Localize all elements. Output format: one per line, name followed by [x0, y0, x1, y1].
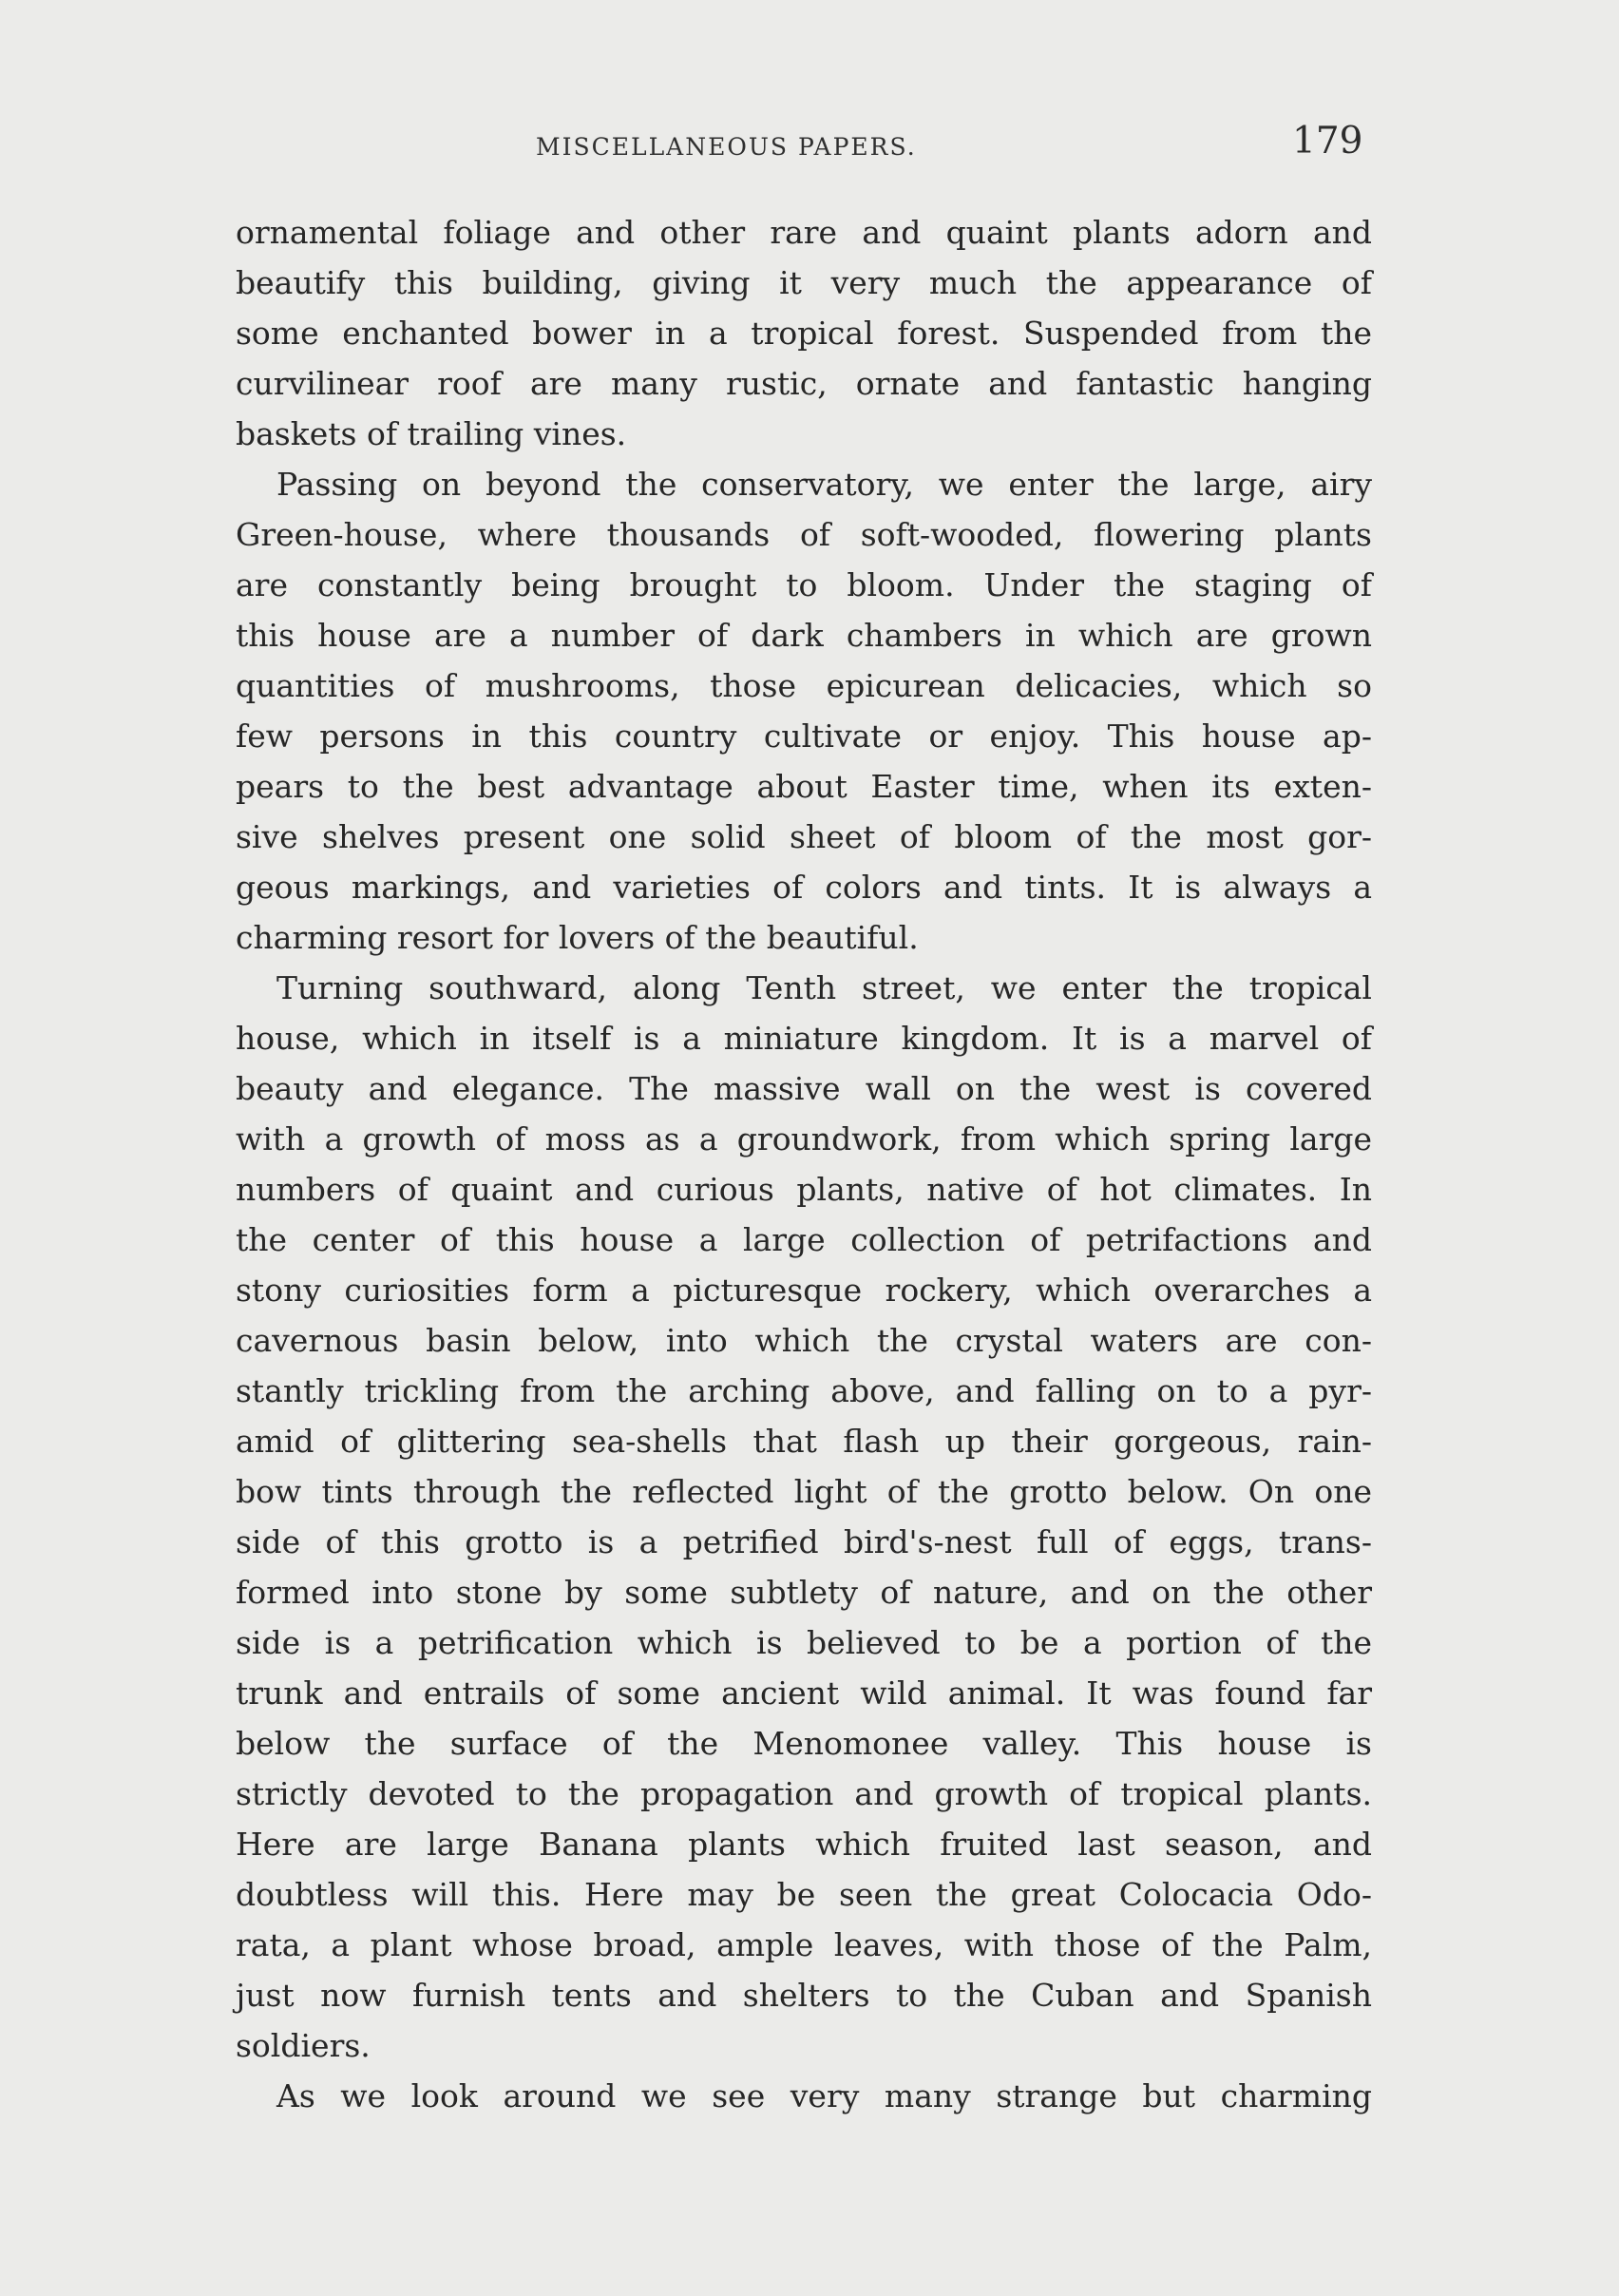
text-line: just now furnish tents and shelters to the Cuban and Spanish [236, 1977, 1372, 2014]
text-line: few persons in this country cultivate or enjoy. This house ap- [236, 718, 1372, 755]
text-line: beauty and elegance. The massive wall on the west is covered [236, 1070, 1372, 1107]
text-line: rata, a plant whose broad, ample leaves, with those of the Palm, [236, 1926, 1372, 1963]
text-line: Here are large Banana plants which fruited last season, and [236, 1826, 1372, 1863]
text-line: ornamental foliage and other rare and quaint plants adorn and [236, 214, 1372, 251]
text-line: some enchanted bower in a tropical forest. Suspended from the [236, 315, 1372, 352]
text-line: numbers of quaint and curious plants, native of hot climates. In [236, 1171, 1372, 1208]
text-line: stantly trickling from the arching above, and falling on to a pyr- [236, 1372, 1372, 1409]
page-number: 179 [1292, 120, 1363, 163]
text-line: this house are a number of dark chambers in which are grown [236, 617, 1372, 654]
text-line: with a growth of moss as a groundwork, from which spring large [236, 1120, 1372, 1158]
text-line: side is a petrification which is believed to be a portion of the [236, 1624, 1372, 1661]
text-line: charming resort for lovers of the beautiful. [236, 919, 919, 956]
text-line: amid of glittering sea-shells that flash up their gorgeous, rain- [236, 1423, 1372, 1460]
text-line: beautify this building, giving it very much the appearance of [236, 264, 1372, 301]
text-line: stony curiosities form a picturesque rockery, which overarches a [236, 1272, 1372, 1309]
text-line: bow tints through the reflected light of the grotto below. On one [236, 1473, 1372, 1510]
text-line: doubtless will this. Here may be seen the great Colocacia Odo- [236, 1876, 1372, 1913]
text-line: Passing on beyond the conservatory, we enter the large, airy [276, 466, 1372, 503]
text-line: Green-house, where thousands of soft-wooded, flowering plants [236, 516, 1372, 553]
text-line: As we look around we see very many strange but charming [276, 2077, 1372, 2114]
text-line: curvilinear roof are many rustic, ornate and fantastic hanging [236, 365, 1372, 402]
text-line: house, which in itself is a miniature kingdom. It is a marvel of [236, 1020, 1372, 1057]
running-title: MISCELLANEOUS PAPERS. [536, 133, 917, 161]
text-line: side of this grotto is a petrified bird's-nest full of eggs, trans- [236, 1523, 1372, 1560]
text-line: formed into stone by some subtlety of nature, and on the other [236, 1574, 1372, 1611]
text-line: sive shelves present one solid sheet of bloom of the most gor- [236, 818, 1372, 855]
text-line: strictly devoted to the propagation and growth of tropical plants. [236, 1775, 1372, 1812]
text-line: are constantly being brought to bloom. Under the staging of [236, 566, 1372, 603]
text-line: baskets of trailing vines. [236, 415, 627, 452]
body-text [236, 207, 1372, 2121]
text-line: Turning southward, along Tenth street, we enter the tropical [276, 969, 1372, 1006]
text-line: below the surface of the Menomonee valley. This house is [236, 1725, 1372, 1762]
text-line: pears to the best advantage about Easter time, when its exten- [236, 768, 1372, 805]
text-line: geous markings, and varieties of colors and tints. It is always a [236, 869, 1372, 906]
text-line: cavernous basin below, into which the crystal waters are con- [236, 1322, 1372, 1359]
text-line: quantities of mushrooms, those epicurean delicacies, which so [236, 667, 1372, 704]
text-line: trunk and entrails of some ancient wild animal. It was found far [236, 1674, 1372, 1712]
text-line: the center of this house a large collection of petrifactions and [236, 1221, 1372, 1258]
text-line: soldiers. [236, 2027, 371, 2064]
